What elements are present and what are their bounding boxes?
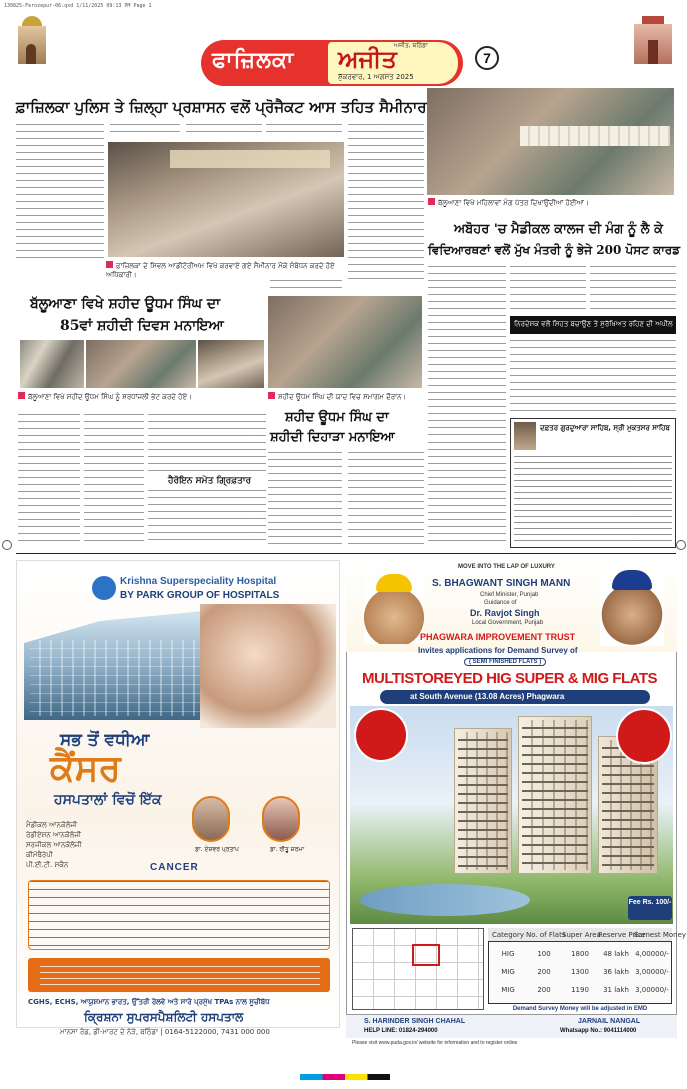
red-badge-left <box>354 708 408 762</box>
footer-note: Please visit www.puda.gov.in/ website for information and to register online <box>352 1040 518 1046</box>
headline-medical-1: ਅਬੋਹਰ 'ਚ ਮੈਡੀਕਲ ਕਾਲਜ ਦੀ ਮੰਗ ਨੂੰ ਲੈ ਕੇ <box>454 222 663 237</box>
masthead-subtitle: ਅਜੀਤ, ਬਠਿੰਡਾ <box>394 42 428 49</box>
caption-shaheed-text: ਸ਼ਹੀਦ ਊਧਮ ਸਿੰਘ ਦੀ ਯਾਦ ਵਿਚ ਸਮਾਗਮ ਦੌਰਾਨ। <box>278 393 407 401</box>
text-column-a3-3 <box>148 414 266 474</box>
text-column-a3-1 <box>18 414 80 546</box>
photo-shaheed-event <box>268 296 422 388</box>
photo-balluana-1 <box>20 340 84 388</box>
hospital-windows <box>30 640 206 716</box>
krishna-brand-sub: BY PARK GROUP OF HOSPITALS <box>120 590 280 601</box>
masthead-title-left: ਫਾਜ਼ਿਲਕਾ <box>212 47 295 73</box>
ad-tag-best: ਸਭ ਤੋਂ ਵਧੀਆ <box>60 730 150 750</box>
notice-text <box>514 456 672 544</box>
caption-seminar <box>106 261 346 279</box>
service-item: ਰੇਡੀਏਸ਼ਨ ਆਨਕੋਲੋਜੀ <box>26 831 82 839</box>
doctor-2-photo <box>262 796 300 842</box>
ad-tag-one-of: ਹਸਪਤਾਲਾਂ ਵਿਚੋਂ ਇੱਕ <box>54 792 162 808</box>
orange-bar-lines <box>40 966 320 986</box>
table-row-3-cat: MIG <box>501 986 515 994</box>
table-row-1-price: 48 lakh <box>603 950 629 958</box>
headline-medical-2: ਵਿਦਿਆਰਥਣਾਂ ਵਲੋਂ ਮੁੱਖ ਮੰਤਰੀ ਨੂੰ ਭੇਜੇ 200 ਪੋਸਟ ਕਾਰਡ <box>428 243 680 257</box>
fee-badge: Fee Rs. 100/- <box>628 896 672 920</box>
red-badge-right <box>616 708 672 764</box>
table-row-2-emd: 3,00000/- <box>635 968 669 976</box>
hospital-name: ਕ੍ਰਿਸ਼ਨਾ ਸੁਪਰਸਪੈਸ਼ਲਿਟੀ ਹਸਪਤਾਲ <box>84 1010 244 1024</box>
left-emblem <box>14 16 50 68</box>
caption-seminar-text: ਫ਼ਾਜ਼ਿਲਕਾ ਦੇ ਸਿਵਲ ਆਡੀਟੋਰੀਅਮ ਵਿਖੇ ਕਰਵਾਏ ਗਏ ਸੈਮੀਨਾਰ ਮੌਕੇ ਸੰਬੋਧਨ ਕਰਦੇ ਹੋਏ ਅਧਿਕਾਰੀ। <box>106 262 335 279</box>
cm-name: S. BHAGWANT SINGH MANN <box>432 578 571 589</box>
th-flats: No. of Flats <box>526 931 566 939</box>
headline-seminar: ਫ਼ਾਜ਼ਿਲਕਾ ਪੁਲਿਸ ਤੇ ਜ਼ਿਲ੍ਹਾ ਪ੍ਰਸ਼ਾਸਨ ਵਲੋਂ ਪ੍ਰੋਜੈਕਟ ਆਸ ਤਹਿਤ ਸੈਮੀਨਾਰ <box>16 98 427 116</box>
site-plan-mark <box>412 944 440 966</box>
site-plan <box>352 928 484 1010</box>
contact-left: S. HARINDER SINGH CHAHAL <box>364 1018 466 1025</box>
headline-shaheed-1: ਸ਼ਹੀਦ ਊਧਮ ਸਿੰਘ ਦਾ <box>285 410 389 425</box>
table-row-2-area: 1300 <box>571 968 589 976</box>
print-slug: 130825-Ferozepur-06.qxd 1/11/2025 09:13 PM Page 1 <box>4 3 152 9</box>
service-item: ਕੀਮੋਥੈਰੇਪੀ <box>26 851 53 859</box>
th-emd: Earnest Money <box>634 931 687 939</box>
insurance-line: CGHS, ECHS, ਆਯੁਸ਼ਮਾਨ ਭਾਰਤ, ਉੱਤਰੀ ਰੇਲਵੇ ਅਤੇ ਸਾਰੇ ਪ੍ਰਮੁੱਖ TPAs ਨਾਲ ਸੂਚੀਬੱਧ <box>28 998 270 1006</box>
photo-balluana-3 <box>198 340 264 388</box>
doctor-2-name: ਡਾ. ਰੀਤੂ ਸ਼ਰਮਾ <box>269 846 305 853</box>
table-row-3-flats: 200 <box>537 986 551 994</box>
headline-balluana-1: ਬੱਲੂਆਣਾ ਵਿਖੇ ਸ਼ਹੀਦ ਊਧਮ ਸਿੰਘ ਦਾ <box>30 296 221 312</box>
subhead-heroin: ਹੈਰੋਇਨ ਸਮੇਤ ਗ੍ਰਿਫ਼ਤਾਰ <box>168 476 252 486</box>
notice-title: ਦਫ਼ਤਰ ਗੁਰਦੁਆਰਾ ਸਾਹਿਬ, ਸ੍ਰੀ ਮੁਕਤਸਰ ਸਾਹਿਬ <box>540 424 670 432</box>
table-row-1-cat: HIG <box>501 950 515 958</box>
color-bar <box>300 1074 390 1080</box>
table-row-1-emd: 4,00000/- <box>635 950 669 958</box>
caption-protest-text: ਬੱਲੂਆਣਾ ਵਿਖੇ ਮਹਿਲਾਵਾਂ ਮੰਗ ਪੱਤਰ ਦਿਖਾਉਂਦੀਆਂ ਹੋਈਆਂ। <box>438 199 589 207</box>
protest-banner <box>520 126 670 146</box>
right-emblem <box>628 16 676 68</box>
text-column-a3-4 <box>148 490 266 546</box>
seminar-stage-banner <box>170 150 330 168</box>
cm-turban <box>376 574 412 592</box>
trust-name: PHAGWARA IMPROVEMENT TRUST <box>420 632 576 642</box>
table-row-1-area: 1800 <box>571 950 589 958</box>
masthead <box>0 14 687 92</box>
text-column-a2-3 <box>590 266 676 310</box>
location-text: at South Avenue (13.08 Acres) Phagwara <box>410 692 565 701</box>
cancer-mark: CANCER <box>150 862 199 873</box>
building-tower-2-windows <box>522 720 588 870</box>
text-column-a2-5 <box>428 442 506 546</box>
guidance-label: Guidance of <box>484 600 517 606</box>
caption-protest <box>428 198 673 216</box>
text-column-a1-5 <box>348 124 424 282</box>
caption-balluana <box>18 392 266 410</box>
ad-tag-cancer: ਕੈਂਸਰ <box>50 747 121 789</box>
table-row-2-flats: 200 <box>537 968 551 976</box>
caption-balluana-text: ਬੱਲੂਆਣਾ ਵਿਖੇ ਸ਼ਹੀਦ ਊਧਮ ਸਿੰਘ ਨੂੰ ਸ਼ਰਧਾਂਜਲੀ ਭੇਟ ਕਰਦੇ ਹੋਏ। <box>28 393 192 401</box>
minister-turban <box>612 570 652 590</box>
table-row-2-cat: MIG <box>501 968 515 976</box>
table-row-1-flats: 100 <box>537 950 551 958</box>
helpline: HELP LINE: 01824-294000 <box>364 1028 438 1034</box>
flats-headline: MULTISTOREYED HIG SUPER & MIG FLATS <box>362 670 658 687</box>
reg-mark-left <box>2 540 12 550</box>
ads-divider <box>16 553 676 554</box>
building-tower-1-windows <box>458 732 508 870</box>
text-column-a1-4 <box>266 124 342 138</box>
services-box <box>28 880 330 950</box>
doctor-1-name: ਡਾ. ਏਸ਼ਵਰ ਪ੍ਰਤਾਪ <box>195 846 239 853</box>
notice-photo <box>514 422 536 450</box>
page-number: 7 <box>475 46 499 70</box>
reg-mark-right <box>676 540 686 550</box>
headline-balluana-2: 85ਵਾਂ ਸ਼ਹੀਦੀ ਦਿਵਸ ਮਨਾਇਆ <box>60 318 224 334</box>
cm-role: Chief Minister, Punjab <box>480 592 539 598</box>
text-column-a1-2 <box>110 124 180 138</box>
table-row-2-price: 36 lakh <box>603 968 629 976</box>
photo-balluana-2 <box>86 340 196 388</box>
masthead-title-right: ਅਜੀਤ <box>338 44 397 73</box>
text-column-a4-1 <box>268 452 342 546</box>
krishna-logo-icon <box>92 576 116 600</box>
headline-shaheed-2: ਸ਼ਹੀਦੀ ਦਿਹਾੜਾ ਮਨਾਇਆ <box>270 430 395 445</box>
text-column-a1-6 <box>270 280 342 292</box>
th-category: Category <box>492 931 524 939</box>
text-column-a1-3 <box>186 124 262 138</box>
invites-line: Invites applications for Demand Survey of <box>418 646 578 655</box>
text-column-a4-2 <box>348 452 424 546</box>
whatsapp: Whatsapp No.: 9041114000 <box>560 1028 637 1034</box>
masthead-date: ਸ਼ੁੱਕਰਵਾਰ, 1 ਅਗਸਤ 2025 <box>338 73 414 81</box>
table-row-3-price: 31 lakh <box>603 986 629 994</box>
table-row-3-area: 1190 <box>571 986 589 994</box>
minister-name: Dr. Ravjot Singh <box>470 608 540 618</box>
text-column-a1-1 <box>16 124 104 264</box>
right-top-tag: MOVE INTO THE LAP OF LUXURY <box>458 564 555 570</box>
pond <box>360 884 530 916</box>
minister-role: Local Government, Punjab <box>472 620 544 626</box>
patient-photo <box>200 604 336 728</box>
table-note: Demand Survey Money will be adjusted in EMD <box>512 1006 648 1012</box>
black-box-text: ਨਿਰਦੇਸ਼ਕ ਵਲੋਂ ਸਿਹਤ ਬਚਾਉਣ ਤੇ ਸੁਰੱਖਿਅਤ ਰਹਿਣ ਦੀ ਅਪੀਲ <box>514 320 673 328</box>
th-price: Reserve Price <box>598 931 646 939</box>
table-row-3-emd: 3,00000/- <box>635 986 669 994</box>
contact-right: JARNAIL NANGAL <box>578 1018 641 1025</box>
service-item: ਸਰਜੀਕਲ ਆਨਕੋਲੋਜੀ <box>26 841 82 849</box>
hospital-address: ਮਾਨਸਾ ਰੋਡ, ਡੀ-ਮਾਰਟ ਦੇ ਨੇੜੇ, ਬਠਿੰਡਾ | 0164-5122000, 7431 000 000 <box>60 1028 270 1036</box>
service-item: ਪੀ.ਈ.ਟੀ. ਸਕੈਨ <box>26 861 69 869</box>
text-column-a2-1 <box>428 266 506 438</box>
th-area: Super Area <box>562 931 601 939</box>
krishna-brand: Krishna Superspeciality Hospital <box>120 576 277 587</box>
service-item: ਮੈਡੀਕਲ ਆਨਕੋਲੋਜੀ <box>26 821 78 829</box>
semi-finished: ( SEMI FINISHED FLATS ) <box>464 658 546 666</box>
caption-shaheed <box>268 392 422 410</box>
text-column-a3-2 <box>84 414 144 546</box>
text-column-a2-2 <box>510 266 586 310</box>
text-column-a2-4 <box>510 340 676 414</box>
doctor-1-photo <box>192 796 230 842</box>
